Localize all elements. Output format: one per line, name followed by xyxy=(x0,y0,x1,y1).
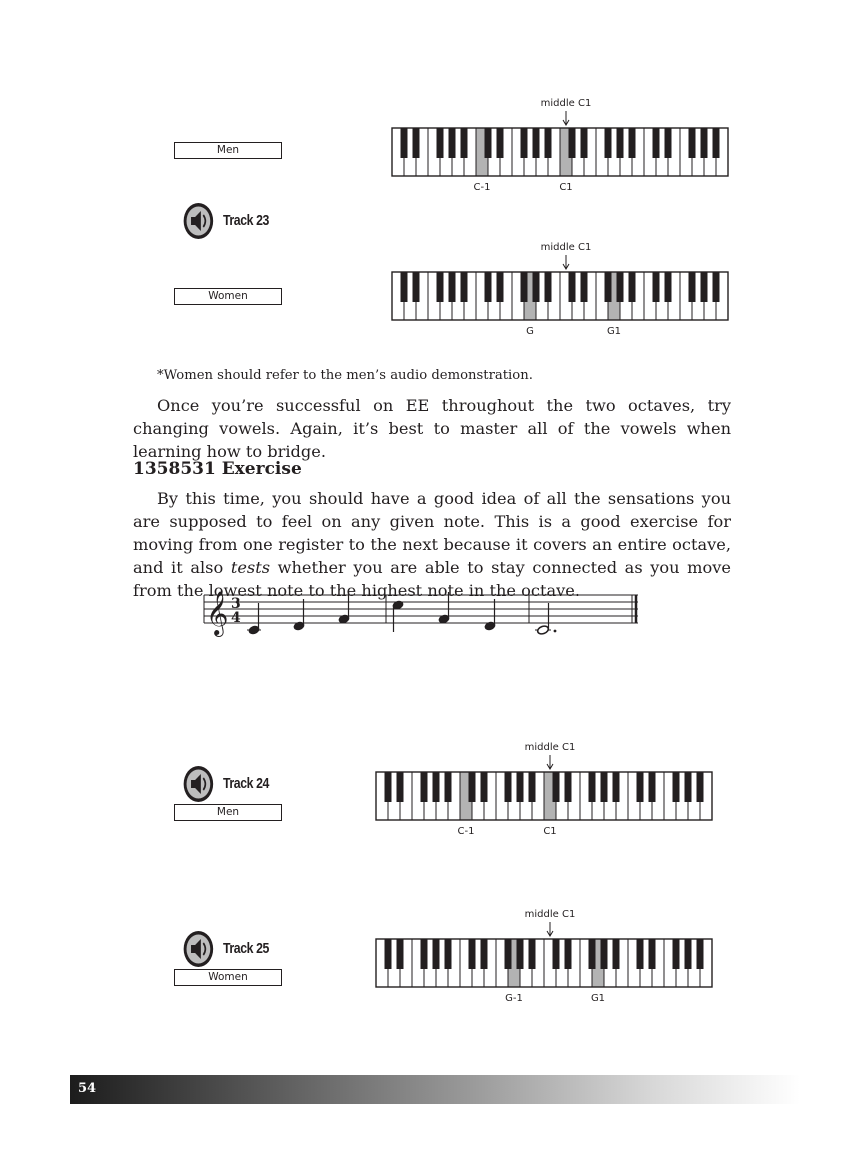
note-label: C1 xyxy=(543,826,557,837)
svg-text:4: 4 xyxy=(231,610,241,626)
middle-c-label: middle C1 xyxy=(524,742,576,753)
paragraph: Once you’re successful on EE throughout the two octaves, try changing vowels. Again, it’s best to master all of the vowels when learning how to bridge. xyxy=(133,396,731,461)
black-key xyxy=(565,772,572,802)
black-key xyxy=(469,772,476,802)
black-key xyxy=(649,939,656,969)
track-23[interactable]: Track 23 xyxy=(182,201,272,241)
black-key xyxy=(421,939,428,969)
black-key xyxy=(497,128,504,158)
black-key xyxy=(449,272,456,302)
black-key xyxy=(481,772,488,802)
piano-keyboard xyxy=(388,92,733,197)
black-key xyxy=(521,272,528,302)
black-key xyxy=(481,939,488,969)
black-key xyxy=(673,772,680,802)
black-key xyxy=(529,772,536,802)
black-key xyxy=(401,272,408,302)
speaker-icon xyxy=(182,201,215,241)
black-key xyxy=(569,128,576,158)
black-key xyxy=(613,939,620,969)
black-key xyxy=(637,939,644,969)
black-key xyxy=(413,128,420,158)
note-label: G xyxy=(526,326,534,337)
black-key xyxy=(517,939,524,969)
note-label: G1 xyxy=(590,993,606,1004)
speaker-icon xyxy=(182,764,215,804)
women-label-box: Women xyxy=(174,288,282,305)
men-label-box: Men xyxy=(174,142,282,159)
black-key xyxy=(397,772,404,802)
note-label: C-1 xyxy=(457,826,475,837)
black-key xyxy=(497,272,504,302)
black-key xyxy=(701,272,708,302)
black-key xyxy=(553,939,560,969)
black-key xyxy=(629,128,636,158)
black-key xyxy=(485,272,492,302)
piano-keyboard xyxy=(372,736,717,841)
black-key xyxy=(673,939,680,969)
note-label: C-1 xyxy=(473,182,491,193)
women-label-box: Women xyxy=(174,969,282,986)
treble-clef-icon: 𝄞 xyxy=(206,591,229,635)
music-staff xyxy=(198,585,643,645)
svg-text:3: 3 xyxy=(231,596,241,612)
black-key xyxy=(437,128,444,158)
black-key xyxy=(713,272,720,302)
men-label-box: Men xyxy=(174,804,282,821)
black-key xyxy=(617,128,624,158)
black-key xyxy=(581,128,588,158)
black-key xyxy=(433,772,440,802)
footer-bar xyxy=(70,1075,800,1104)
black-key xyxy=(505,772,512,802)
piano-keyboard xyxy=(388,236,733,341)
black-key xyxy=(665,272,672,302)
black-key xyxy=(665,128,672,158)
black-key xyxy=(589,772,596,802)
black-key xyxy=(613,772,620,802)
black-key xyxy=(685,772,692,802)
black-key xyxy=(601,939,608,969)
black-key xyxy=(529,939,536,969)
black-key xyxy=(685,939,692,969)
page-number: 54 xyxy=(78,1081,97,1096)
middle-c-label: middle C1 xyxy=(540,98,592,109)
black-key xyxy=(445,939,452,969)
black-key xyxy=(433,939,440,969)
speaker-icon xyxy=(182,929,215,969)
black-key xyxy=(589,939,596,969)
black-key xyxy=(713,128,720,158)
black-key xyxy=(649,772,656,802)
black-key xyxy=(629,272,636,302)
track-24[interactable]: Track 24 xyxy=(182,764,272,804)
black-key xyxy=(533,128,540,158)
black-key xyxy=(413,272,420,302)
black-key xyxy=(397,939,404,969)
black-key xyxy=(689,128,696,158)
black-key xyxy=(469,939,476,969)
black-key xyxy=(553,772,560,802)
track-25[interactable]: Track 25 xyxy=(182,929,272,969)
black-key xyxy=(605,128,612,158)
paragraph: By this time, you should have a good idea of all the sensations you are supposed to feel on any given note. This is a good exercise for moving from one register to the next because it covers an entire octave, and it also tests whether you are able to stay connected as you move from the lowest note to the highest note in the octave. xyxy=(133,489,731,600)
black-key xyxy=(617,272,624,302)
black-key xyxy=(445,772,452,802)
black-key xyxy=(569,272,576,302)
black-key xyxy=(701,128,708,158)
black-key xyxy=(461,272,468,302)
note-label: G1 xyxy=(606,326,622,337)
black-key xyxy=(421,772,428,802)
black-key xyxy=(461,128,468,158)
middle-c-label: middle C1 xyxy=(540,242,592,253)
black-key xyxy=(533,272,540,302)
black-key xyxy=(689,272,696,302)
section-heading: 1358531 Exercise xyxy=(133,459,302,479)
black-key xyxy=(385,939,392,969)
black-key xyxy=(485,128,492,158)
black-key xyxy=(545,128,552,158)
piano-keyboard xyxy=(372,903,717,1008)
black-key xyxy=(517,772,524,802)
middle-c-label: middle C1 xyxy=(524,909,576,920)
black-key xyxy=(581,272,588,302)
black-key xyxy=(385,772,392,802)
black-key xyxy=(545,272,552,302)
black-key xyxy=(401,128,408,158)
black-key xyxy=(653,272,660,302)
black-key xyxy=(605,272,612,302)
black-key xyxy=(601,772,608,802)
black-key xyxy=(437,272,444,302)
black-key xyxy=(521,128,528,158)
black-key xyxy=(505,939,512,969)
black-key xyxy=(697,772,704,802)
note-label: G-1 xyxy=(505,993,523,1004)
footnote: *Women should refer to the men’s audio demonstration. xyxy=(157,368,533,383)
note-label: C1 xyxy=(559,182,573,193)
black-key xyxy=(449,128,456,158)
black-key xyxy=(697,939,704,969)
black-key xyxy=(653,128,660,158)
black-key xyxy=(637,772,644,802)
black-key xyxy=(565,939,572,969)
